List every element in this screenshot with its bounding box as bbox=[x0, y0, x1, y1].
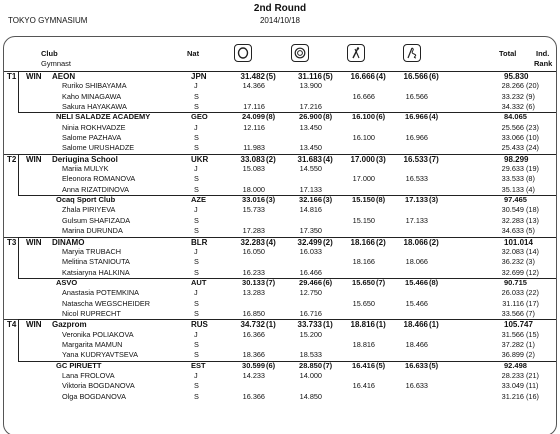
gymnast-category: S bbox=[194, 184, 199, 194]
team-score: 31.683 bbox=[297, 154, 322, 164]
gymnast-score: 16.050 bbox=[242, 246, 265, 256]
team-rank: (5) bbox=[266, 72, 276, 81]
gymnast-total: 29.633 bbox=[501, 164, 524, 174]
team-score: 16.416 bbox=[352, 360, 375, 370]
gymnast-name: Natascha WEGSCHEIDER bbox=[62, 298, 150, 308]
team-score: 28.850 bbox=[299, 360, 322, 370]
team-rank: (7) bbox=[376, 277, 386, 287]
gymnast-category: S bbox=[194, 350, 199, 360]
team-rank: (6) bbox=[429, 72, 439, 81]
gymnast-rank: (7) bbox=[526, 308, 535, 318]
gymnast-row bbox=[4, 81, 557, 91]
team-score: 15.650 bbox=[352, 277, 375, 287]
gymnast-rank: (8) bbox=[526, 174, 535, 184]
team-rank: (2) bbox=[429, 237, 439, 247]
venue-label: TOKYO GYMNASIUM bbox=[8, 16, 88, 25]
gymnast-total: 33.566 bbox=[501, 308, 524, 318]
gymnast-category: S bbox=[194, 339, 199, 349]
gymnast-rank: (18) bbox=[526, 205, 539, 215]
team-nat: GEO bbox=[191, 112, 208, 122]
win-label: WIN bbox=[26, 237, 42, 247]
team-rank: (4) bbox=[266, 237, 276, 247]
gymnast-row bbox=[4, 350, 557, 360]
gymnast-score: 15.650 bbox=[352, 298, 375, 308]
gymnast-score: 17.350 bbox=[299, 226, 322, 236]
gymnast-rank: (5) bbox=[526, 226, 535, 236]
gymnast-score: 16.366 bbox=[242, 329, 265, 339]
gymnast-name: Ninia ROKHVADZE bbox=[62, 122, 126, 132]
gymnast-score: 15.733 bbox=[242, 205, 265, 215]
gymnast-row bbox=[4, 133, 557, 143]
gymnast-score: 15.466 bbox=[405, 298, 428, 308]
team-rank: (7) bbox=[323, 360, 333, 370]
team-score: 24.099 bbox=[242, 112, 265, 122]
ball-icon bbox=[291, 44, 309, 62]
gymnast-score: 17.133 bbox=[405, 215, 428, 225]
gymnast-category: S bbox=[194, 257, 199, 267]
team-name: ASVO bbox=[56, 277, 78, 287]
team-rank: (7) bbox=[429, 154, 439, 164]
gymnast-rank: (12) bbox=[526, 267, 539, 277]
team-rank: (5) bbox=[323, 72, 333, 81]
team-score: 26.900 bbox=[299, 112, 322, 122]
gymnast-row bbox=[4, 143, 557, 153]
team-score: 16.100 bbox=[352, 112, 375, 122]
gymnast-name: Zhala PIRIYEVA bbox=[62, 205, 116, 215]
gymnast-name: Marina DURUNDA bbox=[62, 226, 123, 236]
gymnast-rank: (3) bbox=[526, 257, 535, 267]
team-total: 95.830 bbox=[504, 72, 529, 81]
team-score: 18.466 bbox=[403, 320, 428, 330]
team-nat: EST bbox=[191, 360, 206, 370]
team-total: 98.299 bbox=[504, 154, 529, 164]
team-name: AEON bbox=[52, 72, 76, 81]
team-score: 15.150 bbox=[352, 195, 375, 205]
gymnast-rank: (11) bbox=[526, 381, 539, 391]
gymnast-name: Anastasia POTEMKINA bbox=[62, 288, 140, 298]
gymnast-category: J bbox=[194, 81, 198, 91]
team-nat: AUT bbox=[191, 277, 207, 287]
win-label: WIN bbox=[26, 154, 42, 164]
gymnast-row bbox=[4, 102, 557, 112]
gymnast-total: 30.549 bbox=[501, 205, 524, 215]
gymnast-row bbox=[4, 381, 557, 391]
gymnast-rank: (10) bbox=[526, 133, 539, 143]
gymnast-score: 14.233 bbox=[242, 370, 265, 380]
team-row bbox=[4, 361, 557, 371]
gymnast-row bbox=[4, 123, 557, 133]
gymnast-total: 31.216 bbox=[501, 391, 524, 401]
gymnast-name: Olga BOGDANOVA bbox=[62, 391, 126, 401]
team-name: DINAMO bbox=[52, 237, 85, 247]
team-score: 16.633 bbox=[405, 360, 428, 370]
gymnast-score: 16.533 bbox=[405, 174, 428, 184]
team-score: 31.116 bbox=[297, 72, 322, 81]
team-score: 30.133 bbox=[242, 277, 265, 287]
gymnast-score: 16.100 bbox=[352, 133, 375, 143]
gymnast-score: 17.133 bbox=[299, 184, 322, 194]
gymnast-row bbox=[4, 309, 557, 319]
team-total: 90.715 bbox=[504, 277, 527, 287]
group-label: T2 bbox=[7, 154, 17, 164]
gymnast-total: 26.033 bbox=[501, 288, 524, 298]
team-nat: UKR bbox=[191, 154, 209, 164]
gymnast-category: S bbox=[194, 267, 199, 277]
gymnast-category: S bbox=[194, 143, 199, 153]
team-rank: (1) bbox=[323, 320, 333, 330]
results-frame bbox=[3, 36, 557, 434]
date-label: 2014/10/18 bbox=[259, 16, 301, 25]
gymnast-name: Maryia TRUBACH bbox=[62, 246, 122, 256]
team-score: 31.482 bbox=[240, 72, 265, 81]
team-score: 16.533 bbox=[403, 154, 428, 164]
gymnast-score: 18.066 bbox=[405, 257, 428, 267]
team-score: 30.599 bbox=[242, 360, 265, 370]
gymnast-rank: (20) bbox=[526, 81, 539, 91]
team-row bbox=[4, 278, 557, 288]
gymnast-score: 13.450 bbox=[299, 122, 322, 132]
team-row bbox=[4, 319, 557, 329]
team-name: Deriugina School bbox=[52, 154, 118, 164]
gymnast-row bbox=[4, 299, 557, 309]
gymnast-score: 17.116 bbox=[243, 102, 265, 112]
gymnast-rank: (2) bbox=[526, 350, 535, 360]
gymnast-score: 14.550 bbox=[299, 164, 322, 174]
gymnast-score: 13.900 bbox=[299, 81, 322, 91]
team-rank: (1) bbox=[266, 320, 276, 330]
club-header: Club bbox=[41, 49, 58, 58]
team-rank: (5) bbox=[376, 360, 386, 370]
gymnast-score: 11.983 bbox=[243, 143, 265, 153]
gymnast-category: S bbox=[194, 226, 199, 236]
gymnast-score: 13.450 bbox=[299, 143, 322, 153]
team-rank: (2) bbox=[323, 237, 333, 247]
gymnast-score: 18.816 bbox=[352, 339, 375, 349]
group-label: T4 bbox=[7, 320, 17, 330]
team-score: 16.966 bbox=[405, 112, 428, 122]
gymnast-row bbox=[4, 340, 557, 350]
gymnast-score: 15.200 bbox=[299, 329, 322, 339]
gymnast-rank: (4) bbox=[526, 184, 535, 194]
gymnast-total: 34.633 bbox=[501, 226, 524, 236]
gymnast-rank: (9) bbox=[526, 91, 535, 101]
team-nat: BLR bbox=[191, 237, 208, 247]
gymnast-row bbox=[4, 164, 557, 174]
gymnast-score: 16.416 bbox=[352, 381, 375, 391]
gymnast-row bbox=[4, 392, 557, 402]
gymnast-name: Kaho MINAGAWA bbox=[62, 91, 122, 101]
team-score: 32.499 bbox=[297, 237, 322, 247]
gymnast-score: 16.716 bbox=[299, 308, 322, 318]
gymnast-total: 31.116 bbox=[502, 298, 524, 308]
gymnast-name: Margarita MAMUN bbox=[62, 339, 123, 349]
gymnast-total: 28.233 bbox=[501, 370, 524, 380]
gymnast-rank: (19) bbox=[526, 164, 539, 174]
gymnast-rank: (23) bbox=[526, 122, 539, 132]
team-rank: (8) bbox=[266, 112, 276, 122]
team-rank: (6) bbox=[376, 112, 386, 122]
group-label: T1 bbox=[7, 72, 17, 81]
gymnast-header: Gymnast bbox=[41, 59, 72, 68]
gymnast-name: Ruriko SHIBAYAMA bbox=[62, 81, 127, 91]
gymnast-total: 32.283 bbox=[501, 215, 524, 225]
team-score: 32.283 bbox=[240, 237, 265, 247]
gymnast-row bbox=[4, 216, 557, 226]
gymnast-row bbox=[4, 288, 557, 298]
gymnast-row bbox=[4, 330, 557, 340]
team-rank: (2) bbox=[266, 154, 276, 164]
team-score: 16.666 bbox=[350, 72, 375, 81]
gymnast-name: Yana KUDRYAVTSEVA bbox=[62, 350, 138, 360]
gymnast-score: 16.233 bbox=[242, 267, 265, 277]
gymnast-category: S bbox=[194, 215, 199, 225]
gymnast-total: 25.566 bbox=[501, 122, 524, 132]
team-rank: (8) bbox=[376, 195, 386, 205]
team-row bbox=[4, 154, 557, 164]
team-rank: (6) bbox=[266, 360, 276, 370]
team-name: NELI SALADZE ACADEMY bbox=[56, 112, 151, 122]
gymnast-score: 16.633 bbox=[405, 381, 428, 391]
gymnast-total: 33.066 bbox=[501, 133, 524, 143]
team-rank: (8) bbox=[323, 112, 333, 122]
team-score: 29.466 bbox=[299, 277, 322, 287]
gymnast-name: Viktoria BOGDANOVA bbox=[62, 381, 135, 391]
team-rank: (6) bbox=[323, 277, 333, 287]
gymnast-score: 18.466 bbox=[405, 339, 428, 349]
gymnast-rank: (17) bbox=[526, 298, 539, 308]
gymnast-total: 32.083 bbox=[501, 246, 524, 256]
gymnast-row bbox=[4, 257, 557, 267]
gymnast-category: J bbox=[194, 122, 198, 132]
team-total: 105.747 bbox=[504, 320, 533, 330]
team-score: 33.083 bbox=[240, 154, 265, 164]
gymnast-score: 14.850 bbox=[299, 391, 322, 401]
gymnast-category: J bbox=[194, 246, 198, 256]
gymnast-rank: (16) bbox=[526, 391, 539, 401]
gymnast-row bbox=[4, 247, 557, 257]
gymnast-score: 14.000 bbox=[299, 370, 322, 380]
gymnast-score: 12.116 bbox=[243, 122, 265, 132]
gymnast-score: 16.033 bbox=[299, 246, 322, 256]
team-nat: JPN bbox=[191, 72, 207, 81]
gymnast-category: S bbox=[194, 391, 199, 401]
team-rank: (1) bbox=[376, 320, 386, 330]
gymnast-row bbox=[4, 268, 557, 278]
gymnast-name: Lana FROLOVA bbox=[62, 370, 115, 380]
gymnast-rank: (13) bbox=[526, 215, 539, 225]
team-rank: (1) bbox=[429, 320, 439, 330]
gymnast-score: 14.816 bbox=[299, 205, 322, 215]
team-name: Gazprom bbox=[52, 320, 87, 330]
gymnast-name: Nicol RUPRECHT bbox=[62, 308, 121, 318]
clubs-icon bbox=[347, 44, 365, 62]
team-score: 18.816 bbox=[350, 320, 375, 330]
gymnast-score: 18.533 bbox=[299, 350, 322, 360]
gymnast-score: 16.966 bbox=[405, 133, 428, 143]
gymnast-rank: (14) bbox=[526, 246, 539, 256]
team-rank: (4) bbox=[429, 112, 439, 122]
hoop-icon bbox=[234, 44, 252, 62]
ribbon-icon bbox=[403, 44, 421, 62]
win-label: WIN bbox=[26, 72, 42, 81]
gymnast-category: S bbox=[194, 174, 199, 184]
gymnast-rank: (6) bbox=[526, 102, 535, 112]
gymnast-name: Katsiaryna HALKINA bbox=[62, 267, 130, 277]
team-score: 16.566 bbox=[403, 72, 428, 81]
team-total: 97.465 bbox=[504, 195, 527, 205]
gymnast-score: 16.566 bbox=[405, 91, 428, 101]
gymnast-score: 16.850 bbox=[242, 308, 265, 318]
team-nat: RUS bbox=[191, 320, 208, 330]
gymnast-score: 16.466 bbox=[299, 267, 322, 277]
total-header: Total bbox=[499, 49, 517, 58]
team-rank: (3) bbox=[323, 195, 333, 205]
gymnast-name: Melitina STANIOUTA bbox=[62, 257, 130, 267]
team-row bbox=[4, 112, 557, 122]
results-table bbox=[4, 71, 557, 402]
gymnast-rank: (24) bbox=[526, 143, 539, 153]
gymnast-row bbox=[4, 185, 557, 195]
gymnast-name: Mariia MULYK bbox=[62, 164, 109, 174]
team-score: 17.133 bbox=[405, 195, 428, 205]
gymnast-score: 17.283 bbox=[242, 226, 265, 236]
gymnast-total: 32.699 bbox=[501, 267, 524, 277]
team-rank: (8) bbox=[429, 277, 439, 287]
gymnast-category: S bbox=[194, 308, 199, 318]
gymnast-total: 36.232 bbox=[501, 257, 524, 267]
gymnast-name: Salome PAZHAVA bbox=[62, 133, 122, 143]
gymnast-category: J bbox=[194, 329, 198, 339]
gymnast-name: Salome URUSHADZE bbox=[62, 143, 135, 153]
team-row bbox=[4, 71, 557, 81]
team-rank: (4) bbox=[376, 72, 386, 81]
team-rank: (7) bbox=[266, 277, 276, 287]
team-row bbox=[4, 237, 557, 247]
gymnast-total: 35.133 bbox=[501, 184, 524, 194]
gymnast-score: 15.150 bbox=[352, 215, 375, 225]
gymnast-total: 34.332 bbox=[501, 102, 524, 112]
gymnast-category: J bbox=[194, 205, 198, 215]
nat-header: Nat bbox=[187, 49, 200, 58]
gymnast-rank: (22) bbox=[526, 288, 539, 298]
gymnast-score: 14.366 bbox=[242, 81, 265, 91]
gymnast-score: 15.083 bbox=[242, 164, 265, 174]
gymnast-score: 16.666 bbox=[352, 91, 375, 101]
gymnast-row bbox=[4, 174, 557, 184]
team-score: 17.000 bbox=[350, 154, 375, 164]
team-score: 32.166 bbox=[299, 195, 322, 205]
team-rank: (3) bbox=[429, 195, 439, 205]
gymnast-total: 36.899 bbox=[501, 350, 524, 360]
gymnast-score: 18.366 bbox=[242, 350, 265, 360]
gymnast-category: S bbox=[194, 102, 199, 112]
team-rank: (4) bbox=[323, 154, 333, 164]
team-score: 34.732 bbox=[240, 320, 265, 330]
gymnast-category: J bbox=[194, 164, 198, 174]
gymnast-category: S bbox=[194, 133, 199, 143]
team-total: 84.065 bbox=[504, 112, 527, 122]
gymnast-name: Eleonora ROMANOVA bbox=[62, 174, 136, 184]
ind-header: Ind. bbox=[536, 49, 550, 58]
team-row bbox=[4, 195, 557, 205]
gymnast-name: Anna RIZATDINOVA bbox=[62, 184, 130, 194]
gymnast-row bbox=[4, 226, 557, 236]
team-rank: (5) bbox=[429, 360, 439, 370]
gymnast-total: 33.049 bbox=[501, 381, 524, 391]
team-total: 101.014 bbox=[504, 237, 533, 247]
team-score: 18.066 bbox=[403, 237, 428, 247]
gymnast-total: 25.433 bbox=[501, 143, 524, 153]
win-label: WIN bbox=[26, 320, 42, 330]
team-score: 33.733 bbox=[297, 320, 322, 330]
gymnast-total: 33.232 bbox=[501, 91, 524, 101]
team-total: 92.498 bbox=[504, 360, 527, 370]
rank-header: Rank bbox=[534, 59, 553, 68]
gymnast-score: 18.000 bbox=[242, 184, 265, 194]
gymnast-total: 31.566 bbox=[501, 329, 524, 339]
column-header bbox=[4, 37, 557, 71]
gymnast-rank: (1) bbox=[526, 339, 535, 349]
gymnast-score: 12.750 bbox=[299, 288, 322, 298]
team-rank: (3) bbox=[266, 195, 276, 205]
gymnast-score: 18.166 bbox=[352, 257, 375, 267]
gymnast-category: S bbox=[194, 91, 199, 101]
team-nat: AZE bbox=[191, 195, 206, 205]
gymnast-rank: (15) bbox=[526, 329, 539, 339]
team-score: 33.016 bbox=[242, 195, 265, 205]
team-rank: (2) bbox=[376, 237, 386, 247]
gymnast-row bbox=[4, 371, 557, 381]
gymnast-total: 28.266 bbox=[501, 81, 524, 91]
team-name: GC PIRUETT bbox=[56, 360, 102, 370]
gymnast-score: 13.283 bbox=[242, 288, 265, 298]
gymnast-category: S bbox=[194, 298, 199, 308]
gymnast-score: 16.366 bbox=[242, 391, 265, 401]
page-title: 2nd Round bbox=[253, 3, 307, 14]
team-score: 15.466 bbox=[405, 277, 428, 287]
gymnast-score: 17.000 bbox=[352, 174, 375, 184]
gymnast-category: J bbox=[194, 370, 198, 380]
team-rank: (3) bbox=[376, 154, 386, 164]
gymnast-total: 37.282 bbox=[501, 339, 524, 349]
gymnast-score: 17.216 bbox=[299, 102, 322, 112]
gymnast-name: Gulsum SHAFIZADA bbox=[62, 215, 131, 225]
gymnast-name: Veronika POLIAKOVA bbox=[62, 329, 134, 339]
gymnast-total: 33.533 bbox=[501, 174, 524, 184]
gymnast-category: S bbox=[194, 381, 199, 391]
gymnast-category: J bbox=[194, 288, 198, 298]
team-score: 18.166 bbox=[350, 237, 375, 247]
gymnast-row bbox=[4, 205, 557, 215]
gymnast-row bbox=[4, 92, 557, 102]
gymnast-rank: (21) bbox=[526, 370, 539, 380]
group-label: T3 bbox=[7, 237, 17, 247]
team-name: Ocaq Sport Club bbox=[56, 195, 116, 205]
gymnast-name: Sakura HAYAKAWA bbox=[62, 102, 127, 112]
